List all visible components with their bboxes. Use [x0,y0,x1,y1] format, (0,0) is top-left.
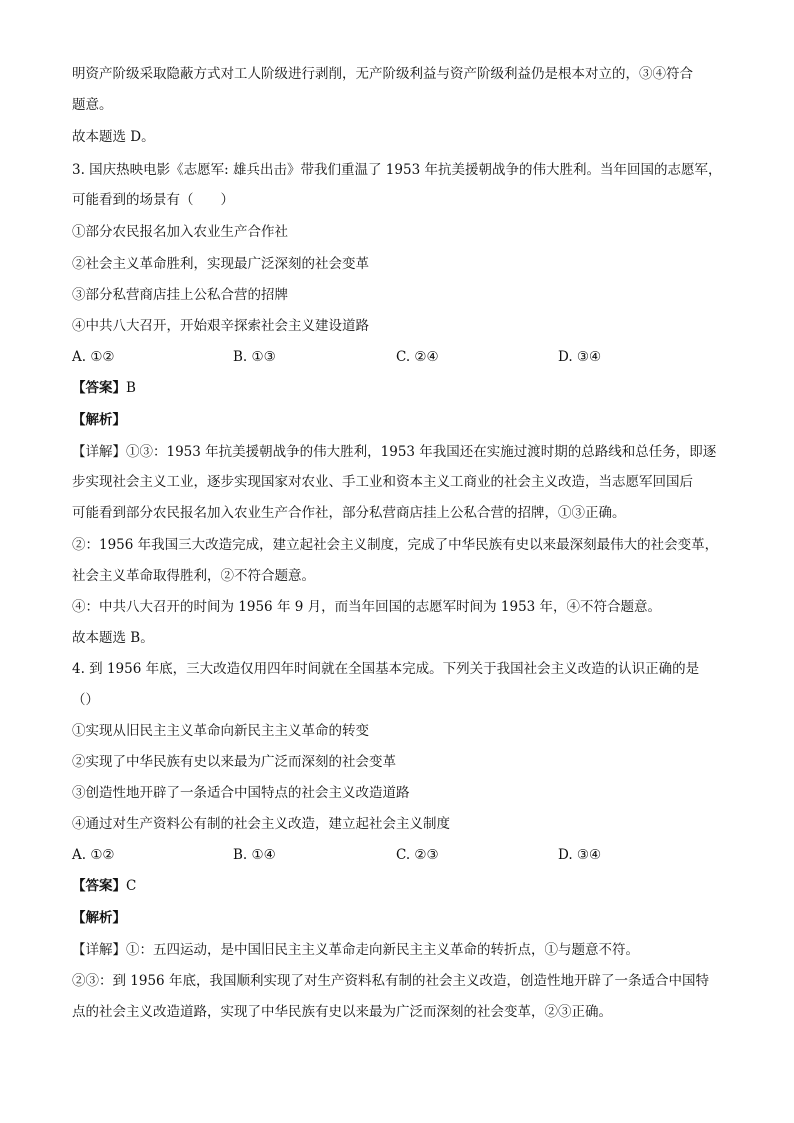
q3-detail-line: 可能看到部分农民报名加入农业生产合作社，部分私营商店挂上公私合营的招牌，①③正确。 [72,505,626,521]
q3-detail-line: ②：1956 年我国三大改造完成，建立起社会主义制度，完成了中华民族有史以来最深刻最伟大的社会变革， [72,537,719,553]
q3-detail-line: 步实现社会主义工业，逐步实现国家对农业、手工业和资本主义工商业的社会主义改造，当志愿军回国后 [72,474,693,490]
question-4-stem: （） [72,692,99,708]
q3-option-d: D. ③④ [558,349,602,365]
question-4-stem: 4. 到 1956 年底，三大改造仅用四年时间就在全国基本完成。下列关于我国社会主义改造的认识正确的是 [72,661,700,677]
question-3-stem: 3. 国庆热映电影《志愿军: 雄兵出击》带我们重温了 1953 年抗美援朝战争的伟大胜利。当年回国的志愿军， [72,162,722,178]
answer-label: 【答案】 [72,380,126,396]
q4-answer [72,876,732,896]
q4-option-a: A. ①② [72,847,115,863]
question-3-statement: ①部分农民报名加入农业生产合作社 [72,224,288,240]
q3-detail-line: 社会主义革命取得胜利，②不符合题意。 [72,568,315,584]
question-4-statement: ③创造性地开辟了一条适合中国特点的社会主义改造道路 [72,785,410,801]
question-3-statement: ②社会主义革命胜利，实现最广泛深刻的社会变革 [72,256,369,272]
q3-analysis-label: 【解析】 [72,412,126,428]
q4-option-c: C. ②③ [396,847,439,863]
q4-option-d: D. ③④ [558,847,602,863]
q3-detail-line: ④：中共八大召开的时间为 1956 年 9 月，而当年回国的志愿军时间为 1953 年，④不符合题意。 [72,599,662,615]
text-line: 故本题选 D。 [72,129,155,145]
q3-option-a: A. ①② [72,349,115,365]
answer-value: B [126,380,136,396]
q4-detail-line: ②③：到 1956 年底，我国顺利实现了对生产资料私有制的社会主义改造，创造性地开辟了一条适合中国特 [72,973,709,989]
text-line: 题意。 [72,97,113,113]
text-line: 明资产阶级采取隐蔽方式对工人阶级进行剥削，无产阶级利益与资产阶级利益仍是根本对立的，③④符合 [72,66,693,82]
answer-label: 【答案】 [72,878,126,894]
q3-detail-line: 故本题选 B。 [72,630,154,646]
q3-answer [72,378,732,398]
question-3-statement: ③部分私营商店挂上公私合营的招牌 [72,287,288,303]
question-4-statement: ④通过对生产资料公有制的社会主义改造，建立起社会主义制度 [72,816,450,832]
question-4-statement: ①实现从旧民主主义革命向新民主主义革命的转变 [72,723,369,739]
question-4-statement: ②实现了中华民族有史以来最为广泛而深刻的社会变革 [72,754,396,770]
question-3-statement: ④中共八大召开，开始艰辛探索社会主义建设道路 [72,318,369,334]
q3-option-b: B. ①③ [233,349,276,365]
q4-option-b: B. ①④ [233,847,276,863]
q3-option-c: C. ②④ [396,349,439,365]
question-3-stem: 可能看到的场景有（ ） [72,192,234,208]
q4-analysis-label: 【解析】 [72,910,126,926]
answer-value: C [126,878,137,894]
q3-detail-line: 【详解】①③：1953 年抗美援朝战争的伟大胜利，1953 年我国还在实施过渡时期的总路线和总任务，即逐 [72,444,717,460]
q4-detail-line: 【详解】①：五四运动，是中国旧民主主义革命走向新民主主义革命的转折点，①与题意不符。 [72,942,639,958]
q4-detail-line: 点的社会主义改造道路，实现了中华民族有史以来最为广泛而深刻的社会变革，②③正确。 [72,1004,612,1020]
